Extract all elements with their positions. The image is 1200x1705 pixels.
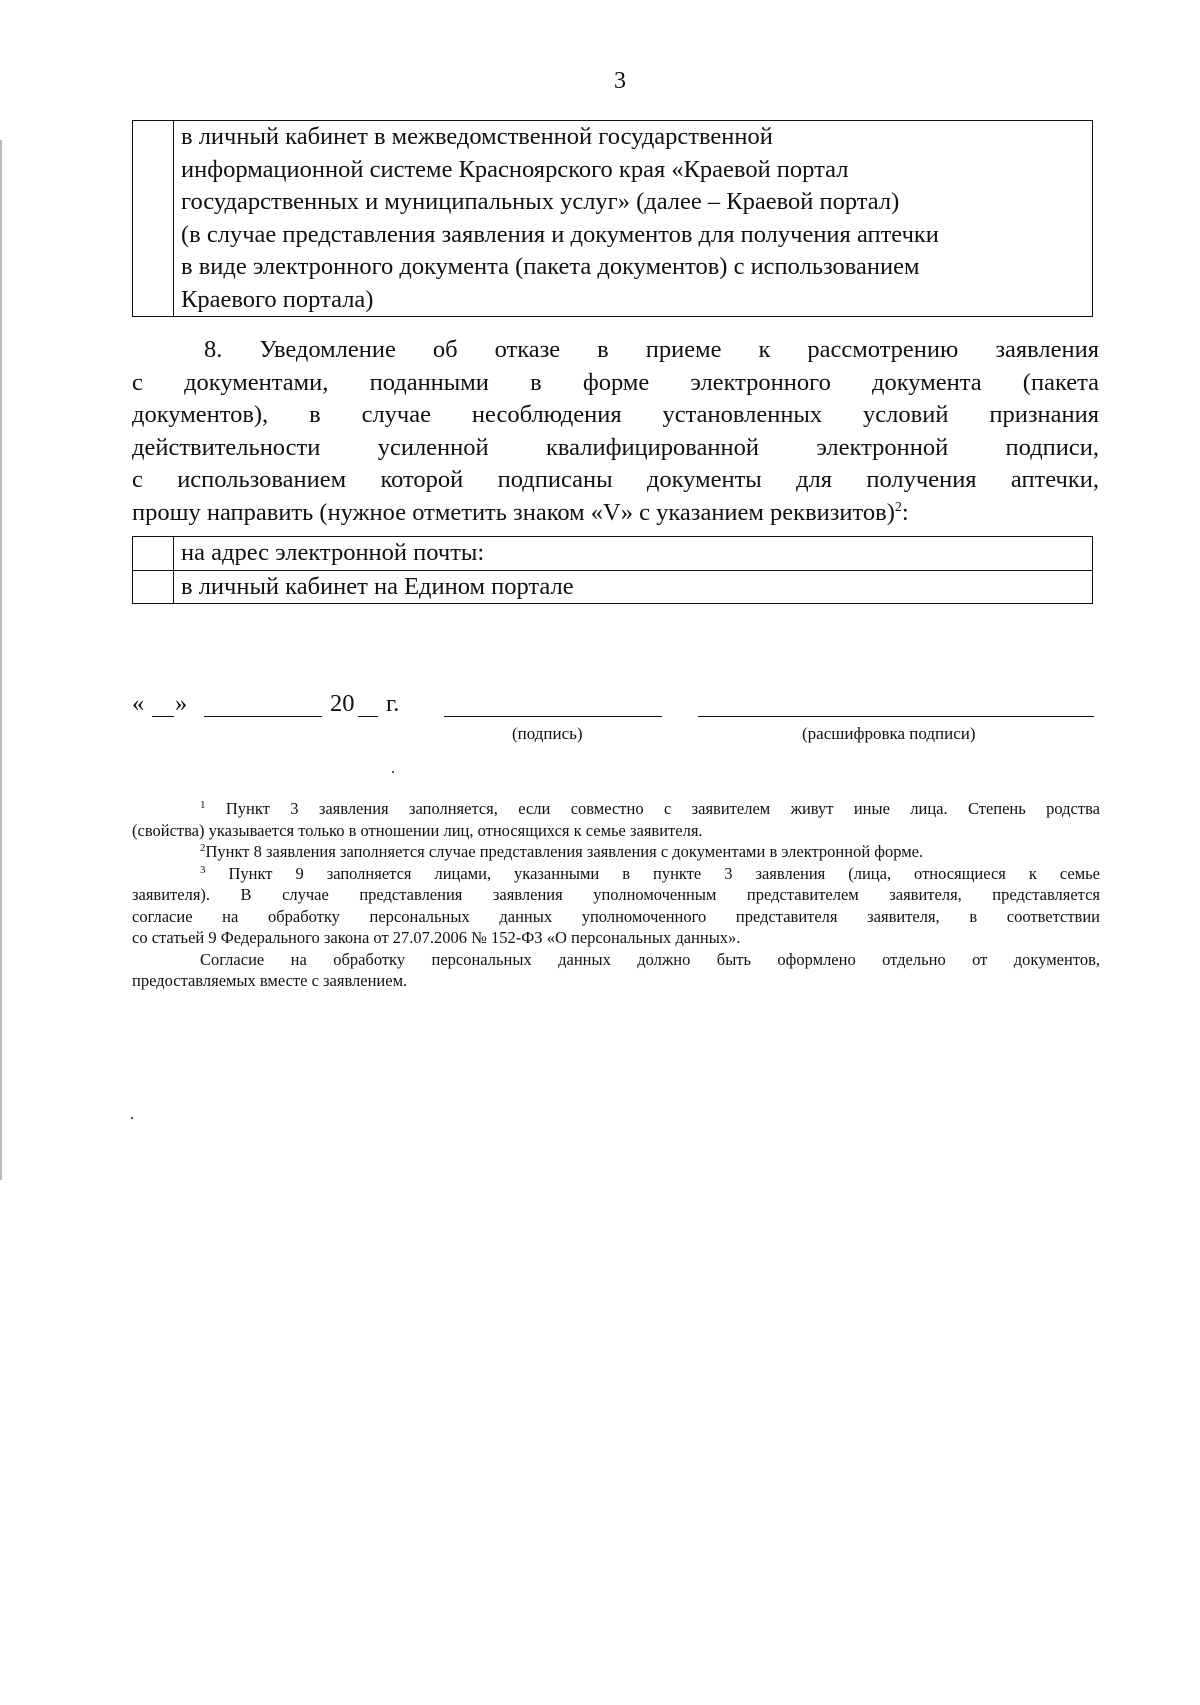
delivery-option-table-notification [132, 536, 1093, 604]
cell-text-line: в виде электронного документа (пакета документов) с использованием [181, 253, 920, 280]
scan-speck [392, 771, 394, 773]
paragraph-line: с использованием которой подписаны документы для получения аптечки, [132, 466, 1099, 493]
footnote-line: заявителя). В случае представления заявления уполномоченным представителем заявителя, представляется [132, 885, 1100, 904]
paragraph-last-line [132, 497, 1099, 530]
footnote-mark: 3 [200, 863, 206, 876]
paragraph-line-tail: : [901, 498, 909, 526]
cell-text-line: (в случае представления заявления и документов для получения аптечки [181, 220, 939, 248]
footnote-line: Согласие на обработку персональных данных должно быть оформлено отдельно от документов, [200, 949, 1100, 969]
footnote-text: Пункт 8 заявления заполняется случае представления заявления с документами в электронной форме. [205, 842, 924, 861]
day-blank[interactable] [152, 692, 174, 717]
paragraph-line-text: прошу направить (нужное отметить знаком «V» с указанием реквизитов) [132, 498, 895, 526]
checkbox-cell[interactable] [133, 537, 174, 571]
paragraph-line: с документами, поданными в форме электронного документа (пакета [132, 368, 1099, 396]
footnote-mark: 1 [200, 799, 206, 811]
footnote-line: согласие на обработку персональных данных уполномоченного представителя заявителя, в соответствии [132, 906, 1100, 926]
signature-blank[interactable] [444, 692, 662, 717]
checkbox-cell[interactable] [133, 121, 174, 317]
footnote-line: (свойства) указывается только в отношении лиц, относящихся к семье заявителя. [132, 820, 703, 840]
cell-text-line: Краевого портала) [181, 285, 374, 313]
footnote-line [132, 841, 1100, 863]
footnote-text: Пункт 9 заполняется лицами, указанными в пункте 3 заявления (лица, относящиеся к семье [228, 863, 1100, 883]
paragraph-8 [132, 334, 1099, 529]
signature-block [132, 690, 1100, 750]
footnote-mark: 2 [200, 842, 206, 854]
delivery-option-table-portal [132, 120, 1093, 317]
footnotes [132, 798, 1100, 992]
table-row [133, 570, 1093, 604]
signature-caption: (подпись) [512, 724, 583, 743]
option-text-cell: на адрес электронной почты: [174, 537, 1093, 571]
table-row [133, 537, 1093, 571]
scan-edge-line [0, 140, 2, 1180]
year-prefix: 20 [330, 690, 355, 717]
footnote-line: со статьей 9 Федерального закона от 27.07.2006 № 152-ФЗ «О персональных данных». [132, 928, 741, 947]
cell-text-line: в личный кабинет в межведомственной государственной [181, 123, 773, 150]
cell-text-line: государственных и муниципальных услуг» (далее – Краевой портал) [181, 188, 900, 215]
date-close-quote: » [175, 690, 188, 717]
scan-speck [131, 1117, 133, 1119]
date-open-quote: « [132, 690, 145, 717]
cell-text-line: информационной системе Красноярского края «Краевой портал [181, 155, 849, 183]
signature-decode-blank[interactable] [698, 692, 1094, 717]
paragraph-line: 8. Уведомление об отказе в приеме к рассмотрению заявления [204, 336, 1099, 363]
year-blank[interactable] [358, 692, 378, 717]
signature-decode-caption: (расшифровка подписи) [802, 724, 976, 743]
footnote-line: предоставляемых вместе с заявлением. [132, 971, 408, 990]
paragraph-line: документов), в случае несоблюдения установленных условий признания [132, 401, 1099, 428]
option-text-cell [174, 121, 1093, 317]
paragraph-line: действительности усиленной квалифицированной электронной подписи, [132, 433, 1099, 461]
table-row [133, 121, 1093, 317]
page-number: 3 [614, 68, 626, 94]
checkbox-cell[interactable] [133, 570, 174, 604]
month-blank[interactable] [204, 692, 322, 717]
option-text-cell: в личный кабинет на Едином портале [174, 570, 1093, 604]
year-suffix: г. [386, 690, 400, 717]
footnote-ref: 2 [894, 499, 902, 515]
footnote-text: Пункт 3 заявления заполняется, если совместно с заявителем живут иные лица. Степень родства [225, 799, 1100, 818]
footnote-line [132, 798, 1100, 820]
footnote-line [132, 863, 1100, 885]
